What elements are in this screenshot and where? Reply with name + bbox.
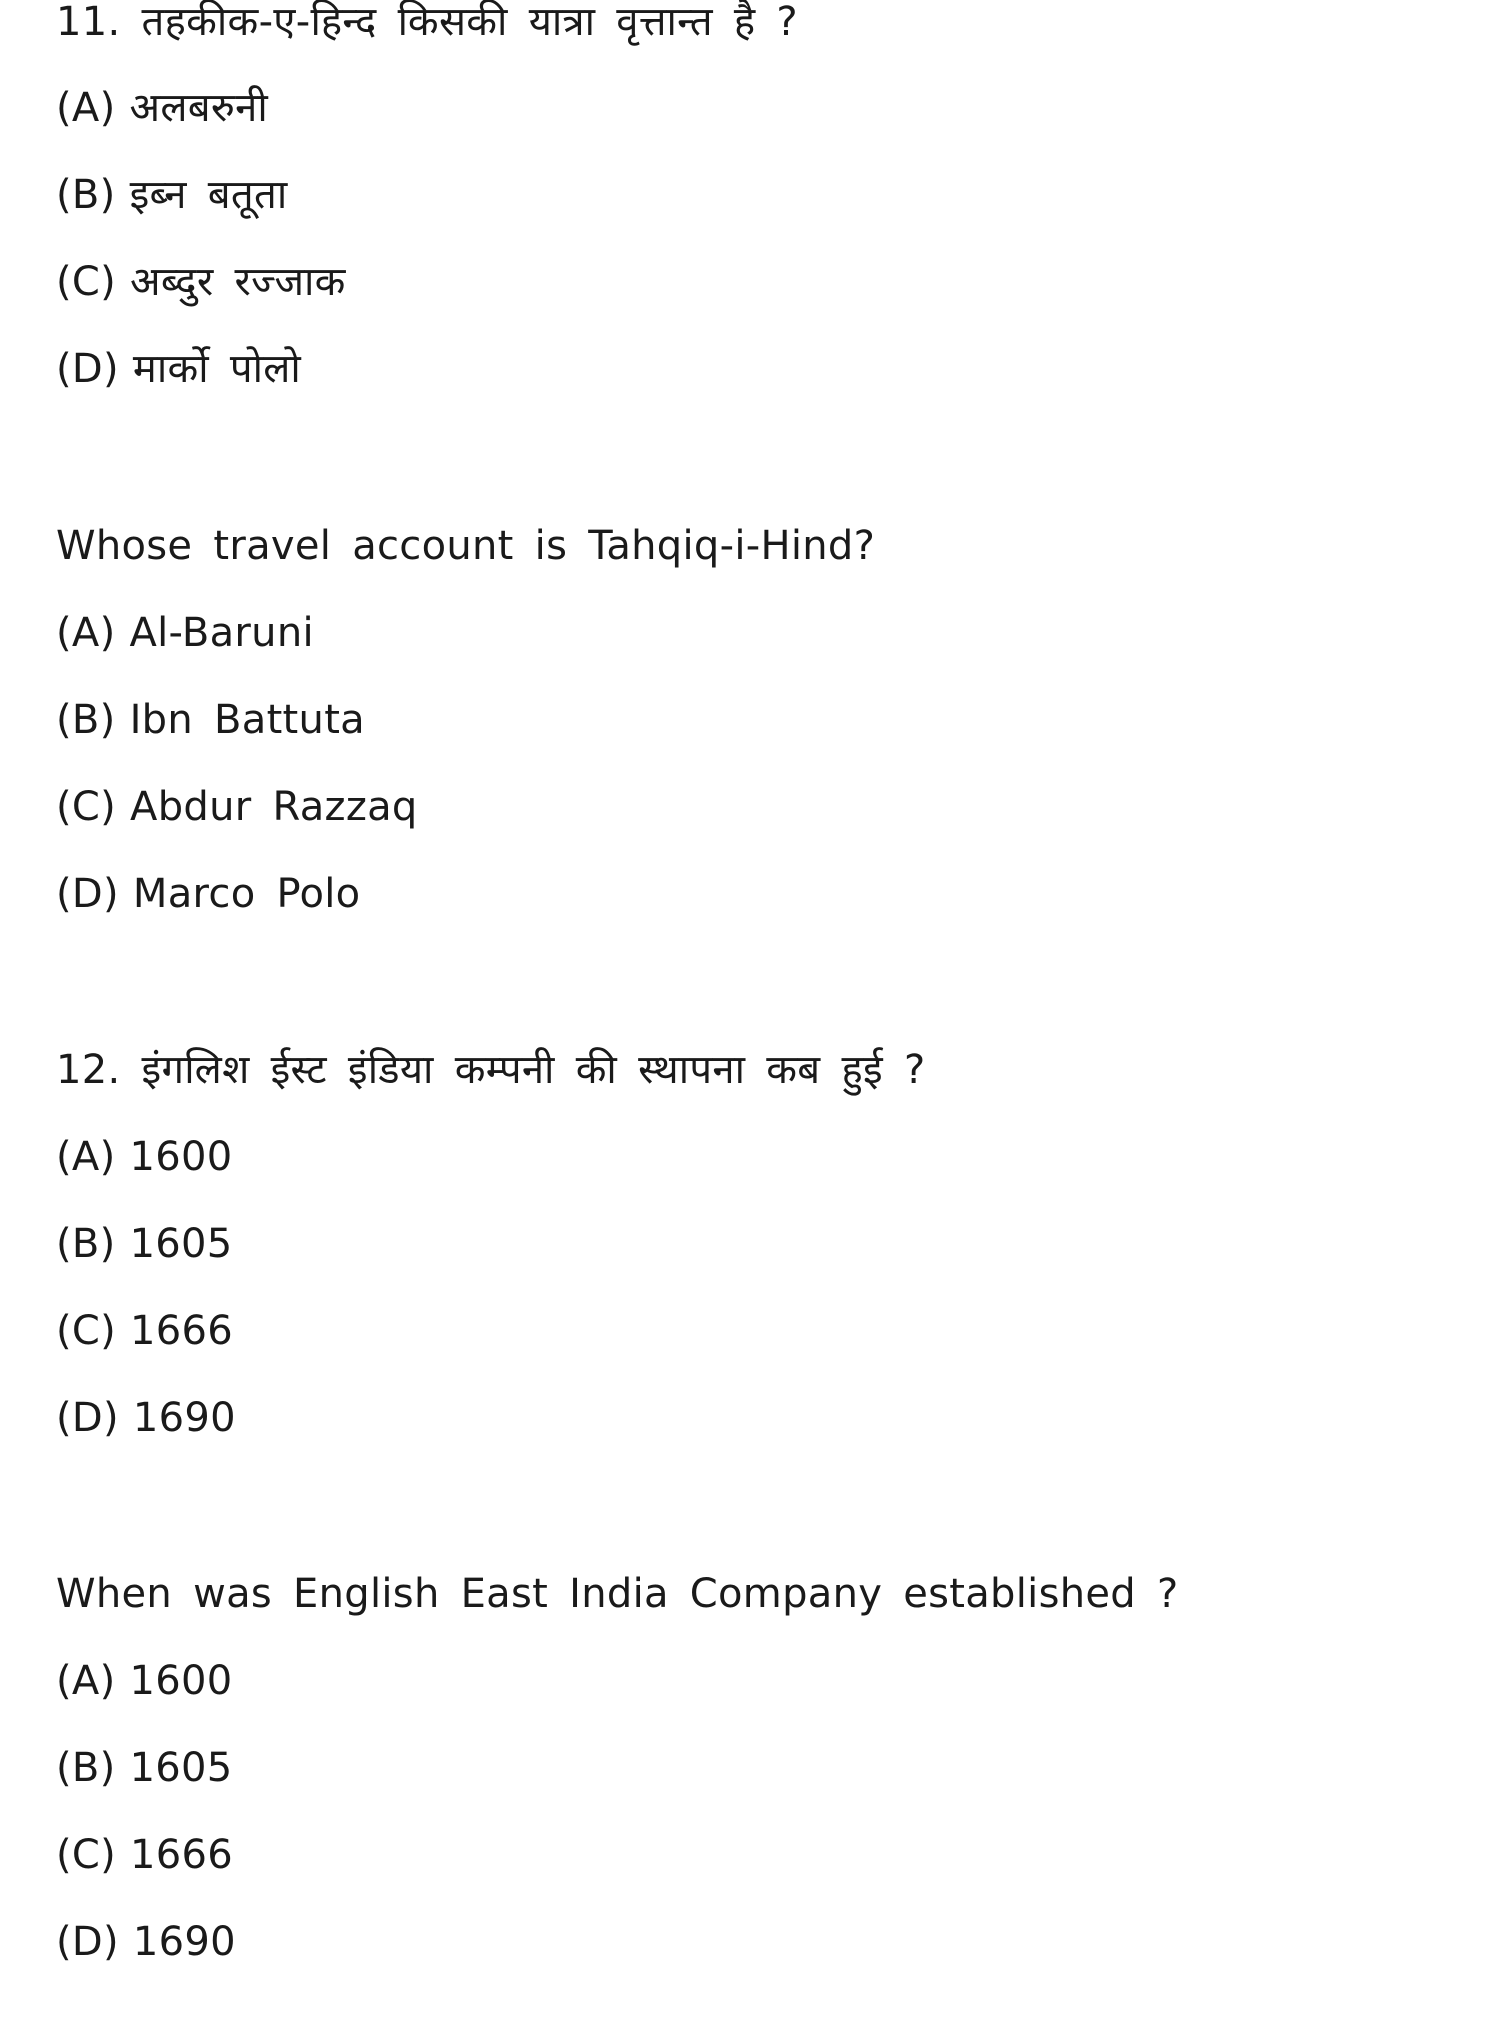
option-letter: (D) [56, 1395, 119, 1441]
option-text: 1600 [129, 1658, 233, 1704]
option-letter: (B) [56, 1221, 116, 1267]
option-letter: (A) [56, 85, 116, 131]
option-letter: (A) [56, 1658, 116, 1704]
option-text: मार्को पोलो [132, 346, 302, 392]
option-text: Ibn Battuta [129, 697, 365, 743]
option-text: 1605 [129, 1745, 233, 1791]
option-letter: (A) [56, 1134, 116, 1180]
question-text: इंगलिश ईस्ट इंडिया कम्पनी की स्थापना कब हुई ? [141, 1047, 926, 1093]
option-letter: (B) [56, 697, 116, 743]
q12-hindi-option-d [56, 1390, 236, 1446]
question-number: 12. [56, 1047, 121, 1093]
q12-english-question [56, 1566, 1179, 1622]
q12-hindi-question [56, 1042, 925, 1098]
question-number: 11. [56, 0, 121, 45]
option-letter: (C) [56, 1308, 117, 1354]
option-letter: (C) [56, 259, 117, 305]
option-letter: (D) [56, 346, 119, 392]
q11-hindi-option-d [56, 341, 301, 397]
q12-english-option-c [56, 1827, 233, 1883]
option-letter: (B) [56, 1745, 116, 1791]
option-text: 1690 [132, 1395, 236, 1441]
option-letter: (D) [56, 871, 119, 917]
question-text: तहकीक-ए-हिन्द किसकी यात्रा वृत्तान्त है ? [141, 0, 798, 45]
question-text: When was English East India Company established ? [56, 1571, 1179, 1617]
option-text: 1690 [132, 1919, 236, 1965]
option-text: 1666 [130, 1832, 234, 1878]
q12-hindi-option-b [56, 1216, 233, 1272]
option-text: 1666 [130, 1308, 234, 1354]
q11-english-option-a [56, 605, 314, 661]
q12-hindi-option-c [56, 1303, 233, 1359]
option-text: 1605 [129, 1221, 233, 1267]
option-text: अब्दुर रज्जाक [130, 259, 346, 305]
option-text: Abdur Razzaq [130, 784, 418, 830]
option-text: Al-Baruni [129, 610, 314, 656]
q11-hindi-option-c [56, 254, 346, 310]
option-letter: (A) [56, 610, 116, 656]
q11-english-option-d [56, 866, 360, 922]
q11-hindi-option-b [56, 167, 288, 223]
option-text: इब्न बतूता [129, 172, 288, 218]
option-letter: (C) [56, 1832, 117, 1878]
q12-english-option-b [56, 1740, 233, 1796]
q11-english-question [56, 518, 875, 574]
option-text: 1600 [129, 1134, 233, 1180]
q12-english-option-d [56, 1914, 236, 1970]
q11-hindi-option-a [56, 80, 268, 136]
option-letter: (B) [56, 172, 116, 218]
option-letter: (D) [56, 1919, 119, 1965]
q11-hindi-question [56, 0, 798, 50]
question-text: Whose travel account is Tahqiq-i-Hind? [56, 523, 876, 569]
q11-english-option-b [56, 692, 365, 748]
option-text: Marco Polo [132, 871, 361, 917]
q12-hindi-option-a [56, 1129, 232, 1185]
q11-english-option-c [56, 779, 418, 835]
option-letter: (C) [56, 784, 117, 830]
q12-english-option-a [56, 1653, 232, 1709]
option-text: अलबरुनी [129, 85, 268, 131]
